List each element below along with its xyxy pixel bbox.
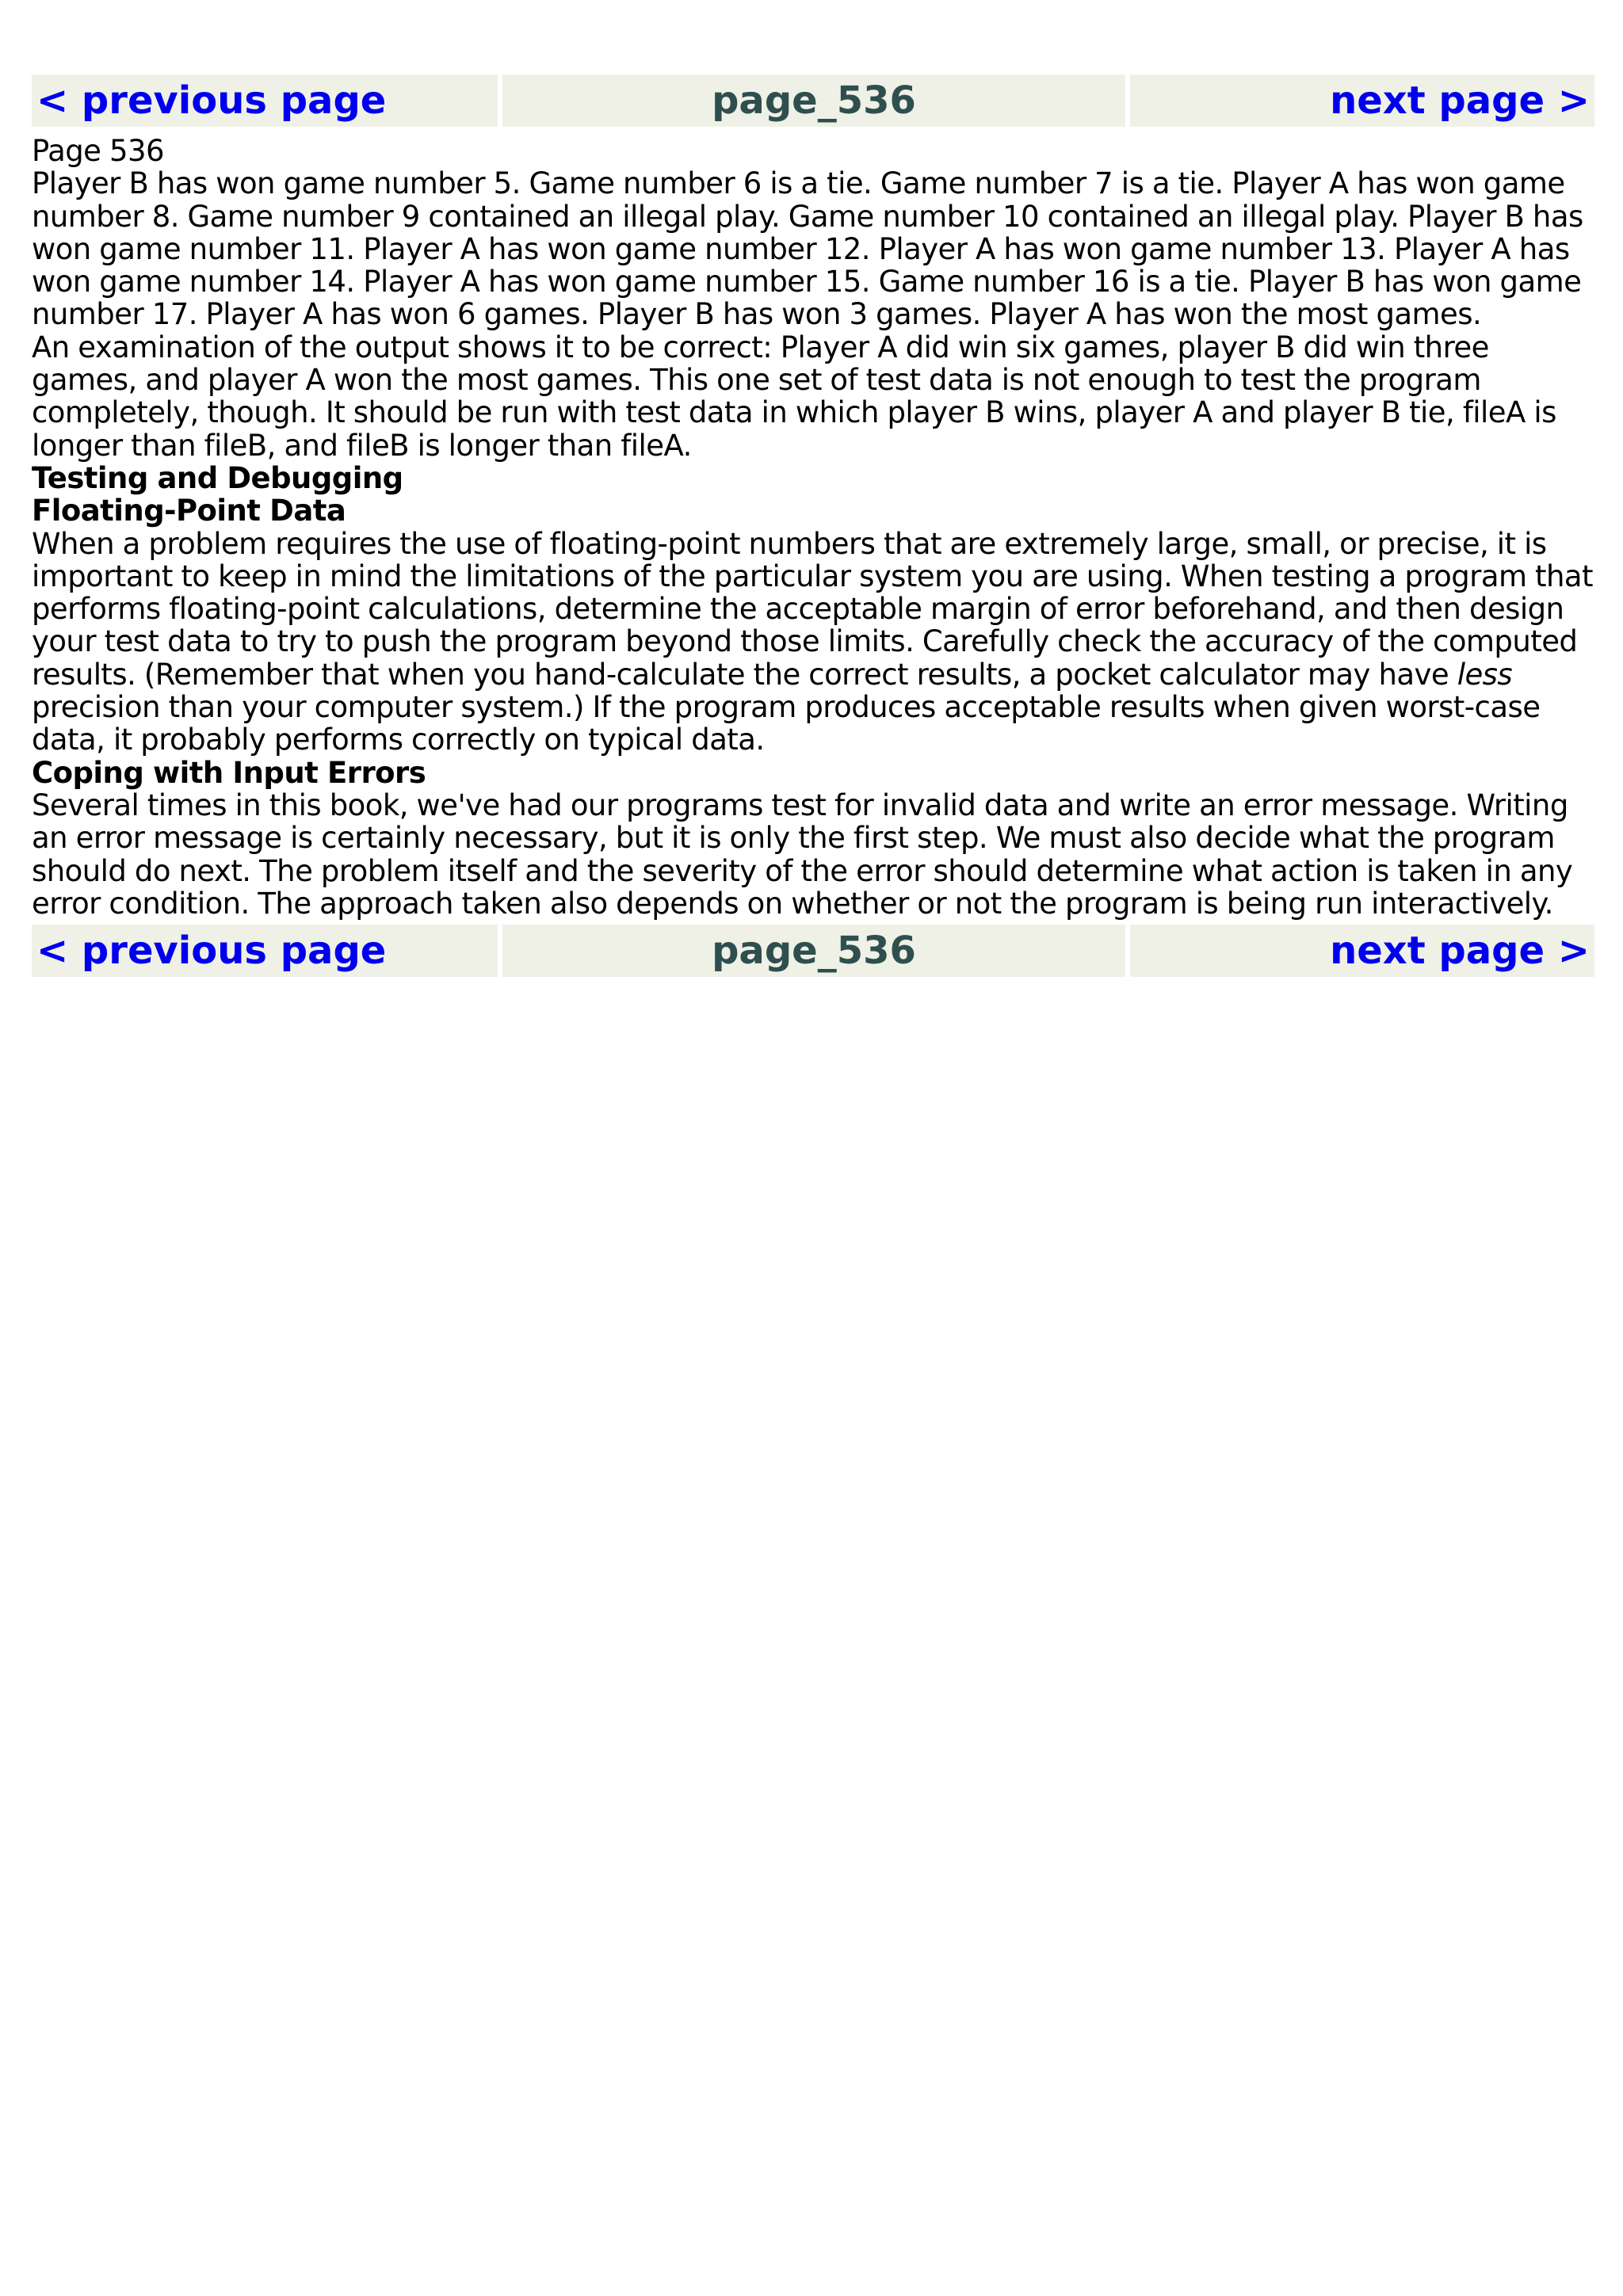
floating-point-paragraph: [32, 528, 1594, 757]
top-next-cell: [1130, 74, 1594, 127]
page-number: Page 536: [32, 134, 164, 168]
examination-paragraph: An examination of the output shows it to be correct: Player A did win six games, player B did win three games, and player A won the most games. This one set of test data is not enough to test the program completely, though. It should be run with test data in which player B wins, player A and player B tie, fileA is longer than fileB, and fileB is longer than fileA.: [32, 330, 1556, 463]
page-content: [32, 127, 1594, 925]
next-page-link[interactable]: next page >: [1330, 929, 1590, 974]
bottom-previous-cell: [32, 925, 498, 977]
next-page-link[interactable]: next page >: [1330, 78, 1590, 123]
emphasis-less: less: [1457, 657, 1513, 692]
input-errors-paragraph: Several times in this book, we've had our programs test for invalid data and write an error message. Writing an error message is certainly necessary, but it is only the first step. We must also decide what the program should do next. The problem itself and the severity of the error should determine what action is taken in any error condition. The approach taken also depends on whether or not the program is being run interactively.: [32, 788, 1573, 921]
top-previous-cell: [32, 74, 498, 127]
top-page-indicator: page_536: [502, 74, 1125, 127]
floating-point-text-start: When a problem requires the use of floating-point numbers that are extremely large, small, or precise, it is important to keep in mind the limitations of the particular system you are using. When testing a program that performs floating-point calculations, determine the acceptable margin of error beforehand, and then design your test data to try to push the program beyond those limits. Carefully check the accuracy of the computed results. (Remember that when you hand-calculate the correct results, a pocket calculator may have: [32, 526, 1593, 692]
top-navigation-bar: [32, 74, 1594, 127]
previous-page-link[interactable]: < previous page: [36, 929, 387, 974]
previous-page-link[interactable]: < previous page: [36, 78, 387, 123]
floating-point-text-end: precision than your computer system.) If the program produces acceptable results when given worst-case data, it probably performs correctly on typical data.: [32, 690, 1541, 757]
bottom-navigation-bar: [32, 925, 1594, 977]
subsection-heading-input-errors: Coping with Input Errors: [32, 755, 426, 790]
game-results-paragraph: Player B has won game number 5. Game number 6 is a tie. Game number 7 is a tie. Player A has won game number 8. Game number 9 contained an illegal play. Game number 10 contained an illegal play. Player B has won game number 11. Player A has won game number 12. Player A has won game number 13. Player A has won game number 14. Player A has won game number 15. Game number 16 is a tie. Player B has won game number 17. Player A has won 6 games. Player B has won 3 games. Player A has won the most games.: [32, 166, 1583, 332]
document-page: [32, 74, 1594, 977]
bottom-next-cell: [1130, 925, 1594, 977]
bottom-page-indicator: page_536: [502, 925, 1125, 977]
section-heading-testing: Testing and Debugging: [32, 460, 403, 495]
subsection-heading-floating-point: Floating-Point Data: [32, 494, 346, 528]
